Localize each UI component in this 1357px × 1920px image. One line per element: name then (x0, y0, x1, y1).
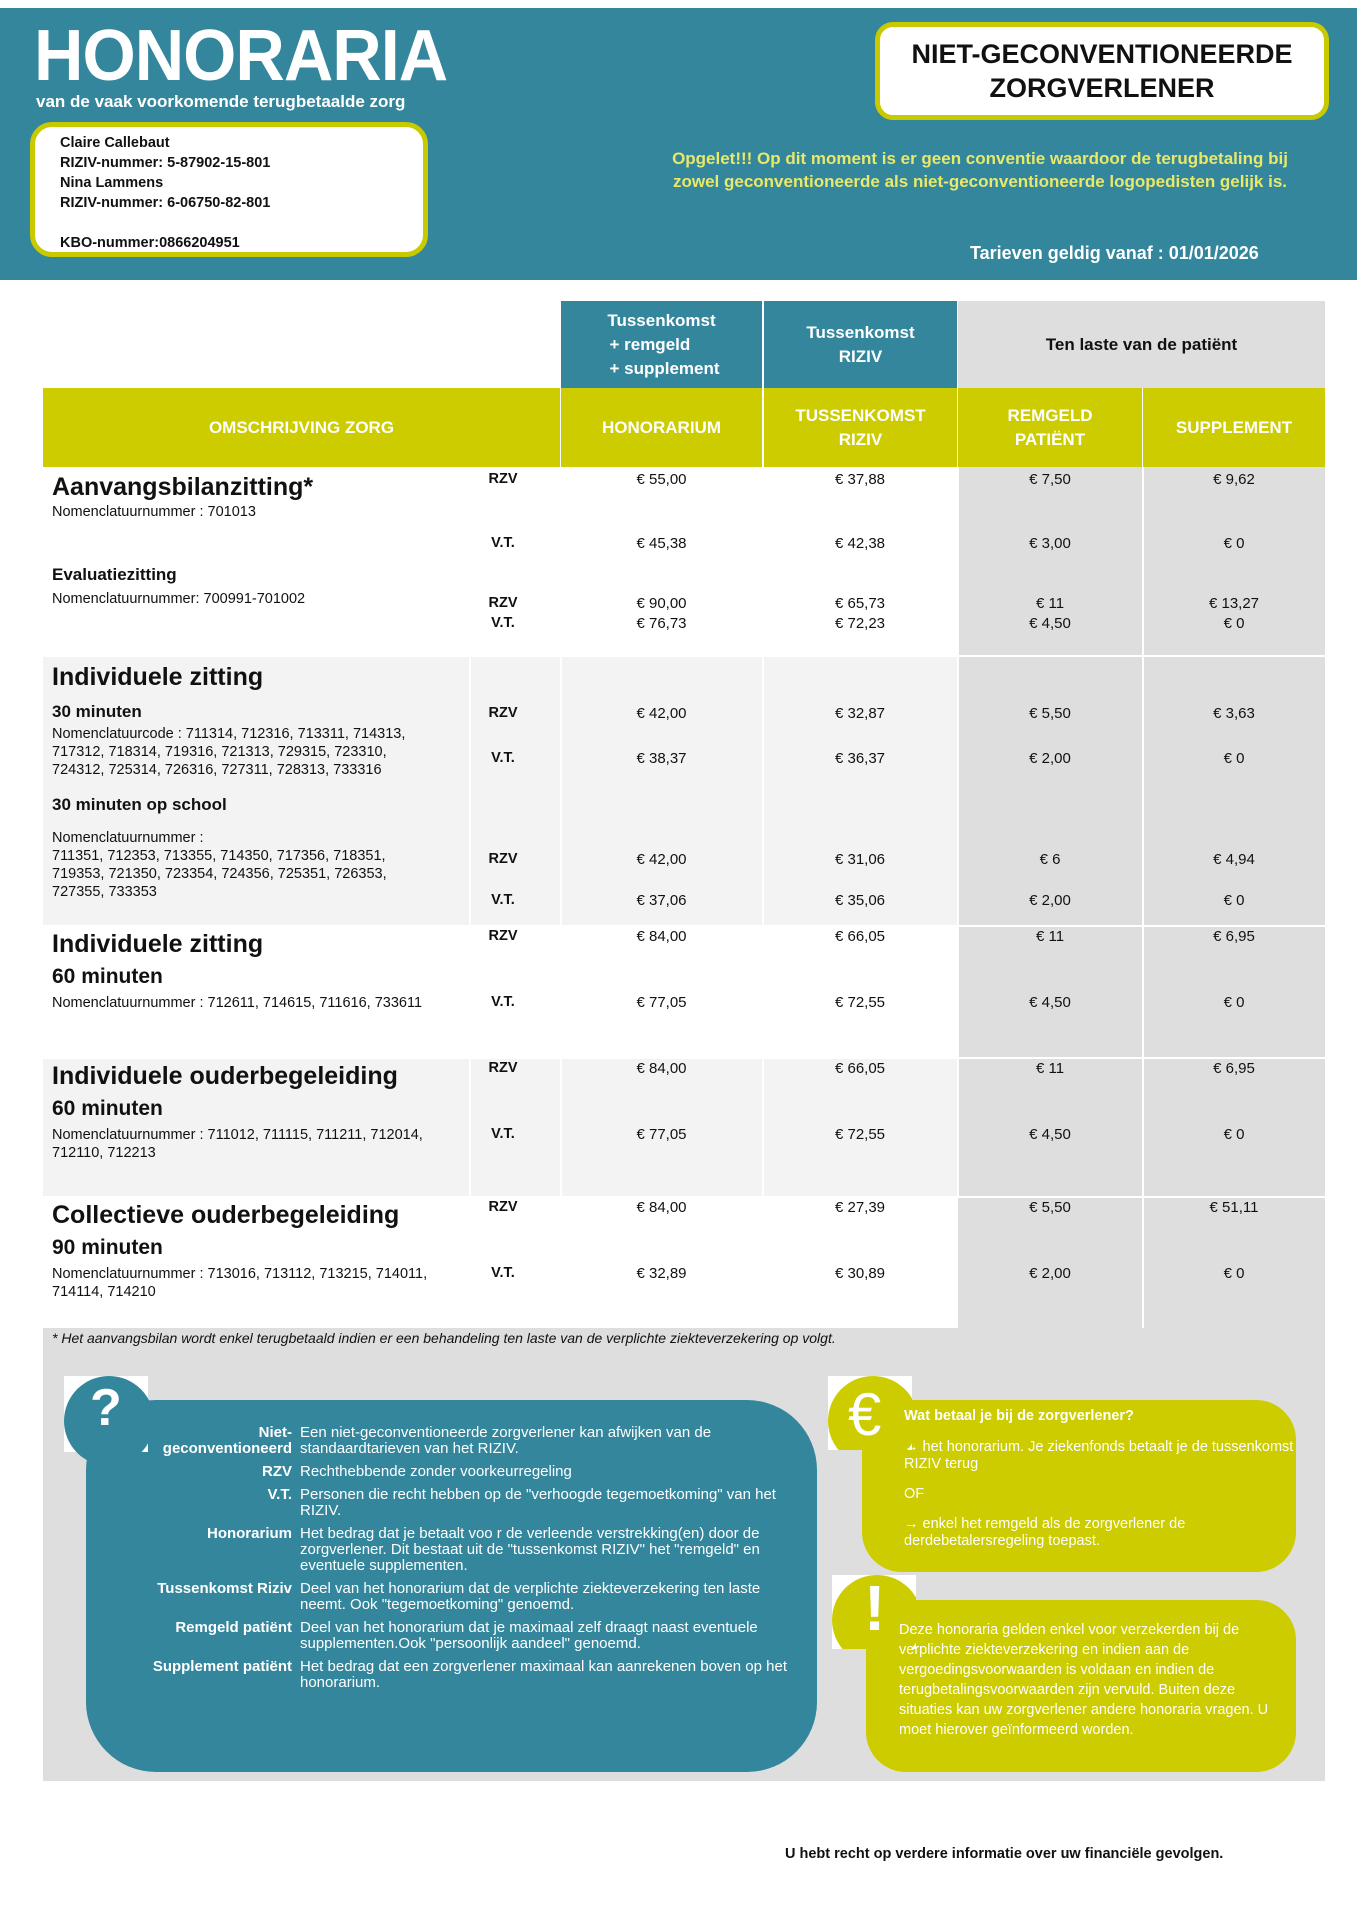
cell-honorarium: € 76,73 (636, 615, 687, 632)
nomenclature-line: 727355, 733353 (52, 884, 157, 900)
group-header-honorarium (561, 301, 762, 388)
provider-name-2: Nina Lammens (60, 175, 164, 191)
euro-glyph: € (848, 1381, 882, 1448)
column-divider (957, 657, 959, 925)
question-glyph: ? (90, 1379, 122, 1437)
glossary-term: Remgeld patiënt (175, 1619, 292, 1636)
cell-supplement: € 6,95 (1213, 928, 1255, 945)
cell-supplement: € 0 (1223, 1265, 1245, 1282)
section-individuele-zitting-30 (43, 657, 1325, 925)
cell-honorarium: € 45,38 (636, 535, 687, 552)
glossary-item (90, 1464, 810, 1480)
euro-icon (828, 1376, 912, 1450)
col-header-honorarium: HONORARIUM (561, 388, 762, 467)
provider-kbo: KBO-nummer:0866204951 (60, 235, 240, 251)
warning-text (620, 147, 1340, 193)
col-header-tussenkomst (764, 388, 957, 467)
glossary-definition: Het bedrag dat een zorgverlener maximaal kan aanrekenen boven op het honorarium. (300, 1658, 787, 1691)
payment-or: OF (904, 1486, 925, 1502)
section-collectieve-ouderbegeleiding (43, 1198, 1325, 1328)
cell-tussenkomst: € 30,89 (834, 1265, 886, 1282)
nomenclature-line: 714114, 714210 (52, 1284, 156, 1300)
col-header-remgeld (958, 388, 1142, 467)
nomenclature (52, 1265, 427, 1301)
glossary-term: Honorarium (206, 1525, 292, 1542)
section-title: Individuele zitting (52, 930, 264, 958)
nomenclature (52, 1126, 423, 1162)
glossary-definition: Personen die recht hebben op de "verhoogde tegemoetkoming" van het RIZIV. (300, 1486, 776, 1519)
nomenclature: Nomenclatuurnummer : 701013 (52, 504, 256, 520)
glossary-item (90, 1620, 810, 1652)
cell-remgeld: € 2,00 (1029, 892, 1071, 909)
col-header-line: TUSSENKOMST (795, 405, 926, 425)
cell-remgeld: € 11 (1035, 928, 1065, 945)
cell-supplement: € 0 (1223, 750, 1245, 767)
row-label: V.T. (491, 750, 515, 766)
cell-tussenkomst: € 72,55 (834, 994, 886, 1011)
nomenclature-line: Nomenclatuurnummer : (52, 830, 204, 846)
cell-tussenkomst: € 36,37 (834, 750, 886, 767)
provider-riziv-1: RIZIV-nummer: 5-87902-15-801 (60, 155, 271, 171)
column-divider (1142, 657, 1144, 925)
column-divider (560, 1059, 562, 1196)
cell-tussenkomst: € 66,05 (834, 928, 886, 945)
subsection-title: 60 minuten (52, 1097, 163, 1120)
nomenclature-line: 717312, 718314, 719316, 721313, 729315, 723310, (52, 744, 387, 760)
glossary-list (90, 1425, 810, 1698)
cell-honorarium: € 38,37 (636, 750, 687, 767)
row-label: V.T. (491, 535, 515, 551)
exclamation-glyph: ! (864, 1575, 886, 1644)
badge-line-2: ZORGVERLENER (989, 73, 1215, 103)
glossary-definition: Rechthebbende zonder voorkeurregeling (300, 1463, 572, 1480)
column-divider (469, 1059, 471, 1196)
nomenclature: Nomenclatuurnummer: 700991-701002 (52, 591, 306, 607)
cell-supplement: € 0 (1223, 535, 1245, 552)
cell-honorarium: € 84,00 (636, 1199, 687, 1216)
cell-remgeld: € 6 (1039, 851, 1061, 868)
column-divider (1142, 1059, 1144, 1196)
glossary-item (90, 1526, 810, 1574)
cell-remgeld: € 11 (1035, 1060, 1065, 1077)
cell-tussenkomst: € 65,73 (834, 595, 886, 612)
cell-honorarium: € 32,89 (636, 1265, 687, 1282)
group-header-line: Tussenkomst (607, 310, 716, 330)
glossary-term: Supplement patiënt (152, 1658, 292, 1675)
subsection-title: 60 minuten (52, 965, 163, 988)
cell-supplement: € 6,95 (1213, 1060, 1255, 1077)
column-divider (957, 467, 959, 655)
notice-text: Deze honoraria gelden enkel voor verzekerden bij de verplichte ziekteverzekering en indien aan de vergoedingsvoorwaarden is voldaan en indien de terugbetalingsvoorwaarden zijn vervuld. Buiten deze situaties kan uw zorgverlener andere honoraria vragen. U moet hierover geïnformeerd worden. (899, 1622, 1269, 1738)
glossary-item (90, 1425, 810, 1457)
group-header-riziv (764, 301, 957, 388)
cell-tussenkomst: € 72,23 (834, 615, 886, 632)
glossary-definition: Een niet-geconventioneerde zorgverlener kan afwijken van de standaardtarieven van het RIZIV. (300, 1424, 712, 1457)
nomenclature-line: Nomenclatuurcode : 711314, 712316, 713311, 714313, (52, 726, 406, 742)
glossary-term: Tussenkomst Riziv (157, 1580, 292, 1597)
nomenclature-line: 711351, 712353, 713355, 714350, 717356, 718351, (52, 848, 386, 864)
section-title: Aanvangsbilanzitting* (52, 473, 314, 501)
column-divider (1142, 927, 1144, 1057)
section-individuele-ouderbegeleiding (43, 1059, 1325, 1196)
status-badge (875, 22, 1329, 120)
cell-supplement: € 4,94 (1213, 851, 1255, 868)
group-header-line: + supplement (609, 358, 720, 378)
term-line: geconventioneerd (162, 1440, 292, 1457)
glossary-definition: Deel van het honorarium dat je maximaal zelf draagt naast eventuele supplementen.Ook "persoonlijk aandeel" genoemd. (300, 1619, 758, 1652)
subsection-title: Evaluatiezitting (52, 565, 177, 584)
group-header-patient: Ten laste van de patiënt (958, 301, 1325, 388)
glossary-term (90, 1425, 300, 1457)
col-header-line: PATIËNT (1014, 429, 1086, 449)
glossary-term: V.T. (267, 1486, 292, 1503)
cell-supplement: € 0 (1223, 1126, 1245, 1143)
nomenclature-line: 724312, 725314, 726316, 727311, 728313, 733316 (52, 762, 382, 778)
cell-honorarium: € 84,00 (636, 928, 687, 945)
column-divider (762, 657, 764, 925)
cell-supplement: € 13,27 (1208, 595, 1260, 612)
cell-remgeld: € 2,00 (1029, 750, 1071, 767)
footnote: * Het aanvangsbilan wordt enkel terugbetaald indien er een behandeling ten laste van de verplichte ziekteverzekering op volgt. (52, 1330, 836, 1346)
cell-tussenkomst: € 27,39 (834, 1199, 886, 1216)
warning-line-2: zowel geconventioneerde als niet-geconventioneerde logopedisten gelijk is. (672, 172, 1288, 191)
column-divider (1142, 1198, 1144, 1328)
cell-remgeld: € 4,50 (1029, 615, 1071, 632)
cell-remgeld: € 3,00 (1029, 535, 1071, 552)
cell-remgeld: € 5,50 (1029, 1199, 1071, 1216)
nomenclature: Nomenclatuurnummer : 712611, 714615, 711616, 733611 (52, 995, 423, 1011)
row-label: RZV (488, 705, 518, 721)
subsection-title: 30 minuten op school (52, 795, 227, 814)
cell-honorarium: € 90,00 (636, 595, 687, 612)
nomenclature-line: Nomenclatuurnummer : 713016, 713112, 713215, 714011, (52, 1266, 428, 1282)
row-label: V.T. (491, 615, 515, 631)
group-header-line: Tussenkomst (806, 322, 915, 342)
glossary-definition: Het bedrag dat je betaalt voo r de verleende verstrekking(en) door de zorgverlener. Dit bestaat uit de "tussenkomst RIZIV" het "remgeld" en eventuele supplementen. (300, 1525, 760, 1574)
bottom-note: U hebt recht op verdere informatie over uw financiële gevolgen. (785, 1846, 1224, 1862)
cell-honorarium: € 37,06 (636, 892, 687, 909)
provider-info-box (30, 122, 428, 257)
glossary-item (90, 1659, 810, 1691)
column-divider (560, 657, 562, 925)
provider-name-1: Claire Callebaut (60, 135, 170, 151)
glossary-item (90, 1487, 810, 1519)
cell-remgeld: € 4,50 (1029, 1126, 1071, 1143)
cell-tussenkomst: € 35,06 (834, 892, 886, 909)
section-individuele-zitting-60 (43, 927, 1325, 1057)
cell-remgeld: € 2,00 (1029, 1265, 1071, 1282)
col-header-supplement: SUPPLEMENT (1143, 388, 1325, 467)
cell-tussenkomst: € 72,55 (834, 1126, 886, 1143)
payment-info-text (904, 1408, 1294, 1563)
nomenclature (52, 829, 387, 901)
column-divider (762, 1059, 764, 1196)
cell-remgeld: € 4,50 (1029, 994, 1071, 1011)
page-title: HONORARIA (34, 16, 448, 96)
section-title: Individuele zitting (52, 663, 264, 691)
payment-option-1: → het honorarium. Je ziekenfonds betaalt je de tussenkomst RIZIV terug (904, 1439, 1294, 1472)
section-title: Individuele ouderbegeleiding (52, 1062, 398, 1090)
payment-heading: Wat betaal je bij de zorgverlener? (904, 1408, 1134, 1424)
cell-tussenkomst: € 66,05 (834, 1060, 886, 1077)
row-label: RZV (488, 595, 518, 611)
cell-honorarium: € 77,05 (636, 994, 687, 1011)
payment-option-2: → enkel het remgeld als de zorgverlener de derdebetalersregeling toepast. (904, 1516, 1186, 1549)
nomenclature-line: Nomenclatuurnummer : 711012, 711115, 711211, 712014, (52, 1127, 423, 1143)
cell-supplement: € 0 (1223, 994, 1245, 1011)
column-divider (469, 657, 471, 925)
row-label: RZV (488, 928, 518, 944)
subsection-title: 90 minuten (52, 1236, 163, 1259)
cell-supplement: € 51,11 (1209, 1199, 1259, 1216)
cell-tussenkomst: € 32,87 (834, 705, 886, 722)
col-header-description: OMSCHRIJVING ZORG (43, 388, 560, 467)
cell-remgeld: € 11 (1035, 595, 1065, 612)
glossary-item (90, 1581, 810, 1613)
row-label: RZV (488, 1060, 518, 1076)
group-header-line: RIZIV (838, 346, 883, 366)
cell-supplement: € 0 (1223, 892, 1245, 909)
term-line: Niet- (258, 1424, 292, 1441)
group-header-line: + remgeld (609, 334, 691, 354)
row-label: V.T. (491, 1126, 515, 1142)
cell-honorarium: € 42,00 (636, 851, 687, 868)
nomenclature (52, 725, 405, 779)
provider-riziv-2: RIZIV-nummer: 6-06750-82-801 (60, 195, 271, 211)
cell-tussenkomst: € 37,88 (834, 471, 886, 488)
cell-tussenkomst: € 42,38 (834, 535, 886, 552)
cell-honorarium: € 77,05 (636, 1126, 687, 1143)
cell-remgeld: € 5,50 (1029, 705, 1071, 722)
row-label: V.T. (491, 1265, 515, 1281)
column-divider (1142, 467, 1144, 655)
row-label: V.T. (491, 994, 515, 1010)
cell-tussenkomst: € 31,06 (834, 851, 886, 868)
row-label: RZV (488, 1199, 518, 1215)
valid-from: Tarieven geldig vanaf : 01/01/2026 (970, 243, 1259, 263)
row-label: RZV (488, 851, 518, 867)
warning-line-1: Opgelet!!! Op dit moment is er geen conventie waardoor de terugbetaling bij (672, 149, 1288, 168)
cell-honorarium: € 42,00 (636, 705, 687, 722)
cell-supplement: € 0 (1223, 615, 1245, 632)
section-aanvangsbilan (43, 467, 1325, 655)
col-header-line: RIZIV (838, 429, 883, 449)
cell-honorarium: € 55,00 (636, 471, 687, 488)
nomenclature-line: 719353, 721350, 723354, 724356, 725351, 726353, (52, 866, 387, 882)
column-divider (957, 927, 959, 1057)
nomenclature-line: 712110, 712213 (52, 1145, 156, 1161)
row-label: RZV (488, 471, 518, 487)
cell-remgeld: € 7,50 (1029, 471, 1071, 488)
cell-honorarium: € 84,00 (636, 1060, 687, 1077)
section-title: Collectieve ouderbegeleiding (52, 1201, 400, 1229)
row-label: V.T. (491, 892, 515, 908)
page-subtitle: van de vaak voorkomende terugbetaalde zorg (36, 92, 406, 111)
subsection-title: 30 minuten (52, 702, 142, 721)
glossary-term: RZV (262, 1463, 292, 1480)
glossary-definition: Deel van het honorarium dat de verplichte ziekteverzekering ten laste neemt. Ook "tegemoetkoming" genoemd. (300, 1580, 761, 1613)
cell-supplement: € 9,62 (1213, 471, 1255, 488)
col-header-line: REMGELD (1007, 405, 1093, 425)
column-divider (957, 1059, 959, 1196)
cell-supplement: € 3,63 (1213, 705, 1255, 722)
badge-line-1: NIET-GECONVENTIONEERDE (911, 39, 1293, 69)
